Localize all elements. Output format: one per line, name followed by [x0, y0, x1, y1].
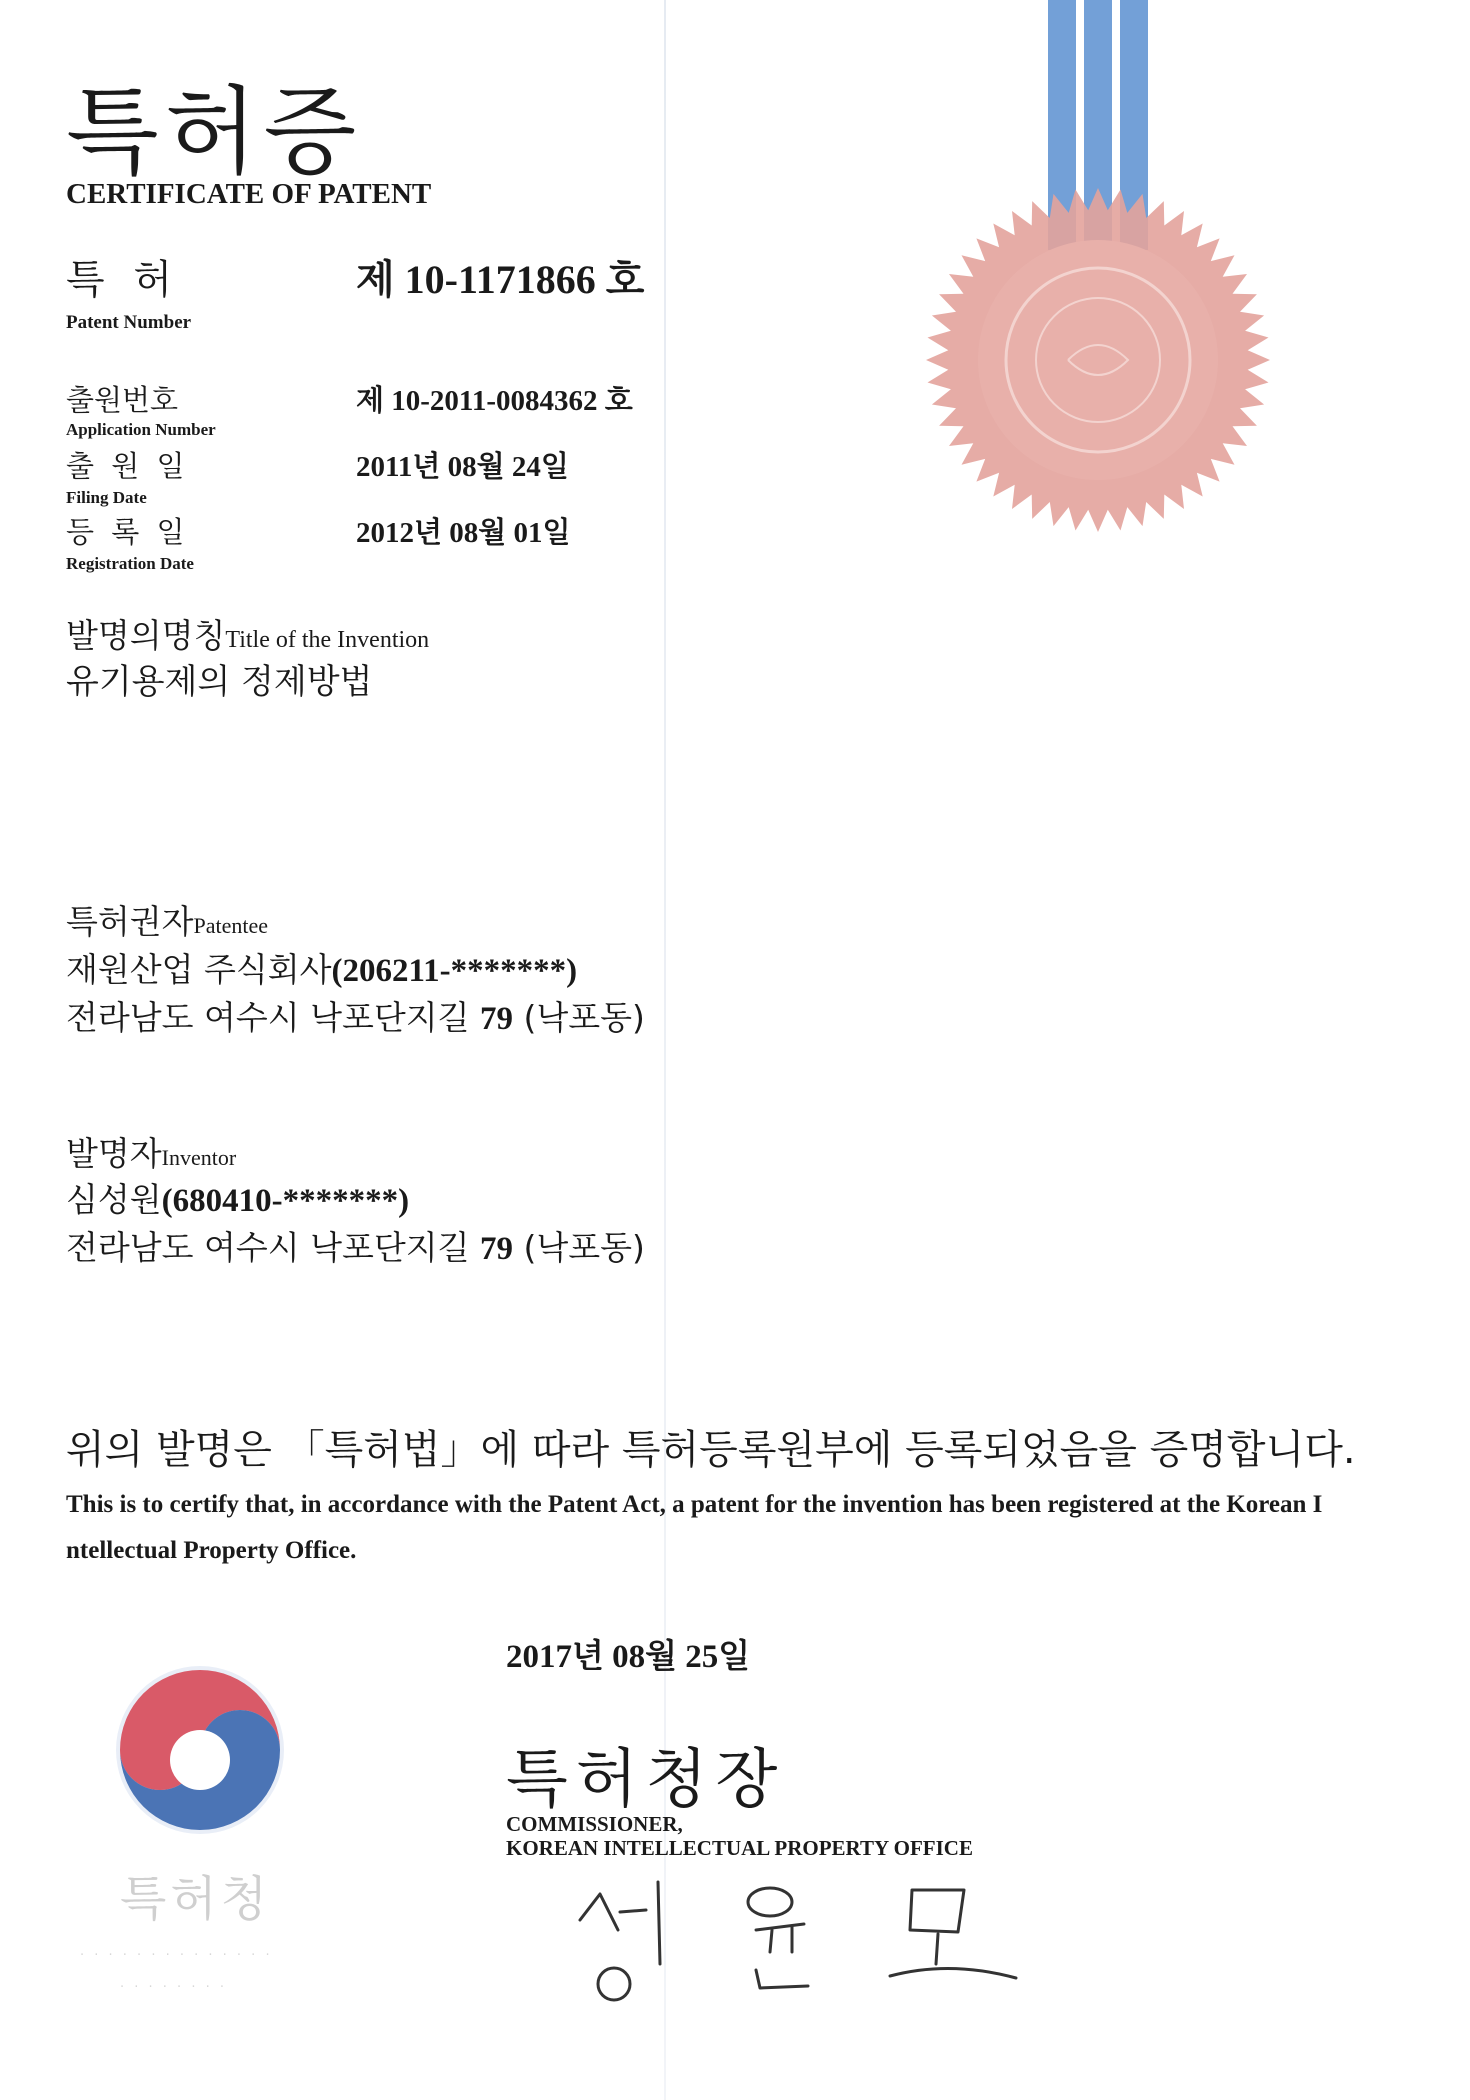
inventor-label-en: Inventor	[161, 1145, 237, 1170]
application-number-label-en: Application Number	[66, 420, 216, 439]
commissioner-title-en-line2: KOREAN INTELLECTUAL PROPERTY OFFICE	[506, 1836, 973, 1860]
certification-statement-en: This is to certify that, in accordance with the Patent Act, a patent for the invention has been registered at the Korean I ntellectual Property Office.	[66, 1491, 1323, 1564]
inventor-address-no: 79	[480, 1231, 514, 1267]
patentee-label-en: Patentee	[193, 913, 269, 938]
registration-date-label-en: Registration Date	[66, 554, 194, 573]
issue-date: 2017년 08월 25일	[506, 1639, 751, 1675]
registration-date-label: 등 록 일	[66, 515, 189, 549]
inventor-name: 심성원	[66, 1180, 162, 1219]
patentee-label-ko: 특허권자	[66, 902, 194, 941]
commissioner-signature	[560, 1860, 1040, 2020]
invention-title: 유기용제의 정제방법	[66, 662, 373, 702]
page-title: 특허증	[66, 76, 363, 188]
invention-label-en: Title of the Invention	[225, 627, 430, 653]
patentee-name-line	[66, 944, 577, 991]
inventor-label-ko: 발명자	[66, 1134, 162, 1173]
filing-date-label: 출 원 일	[66, 449, 189, 483]
commissioner-title-en-line1: COMMISSIONER,	[506, 1812, 683, 1836]
application-number-label: 출원번호	[66, 383, 179, 417]
application-number-value: 제 10-2011-0084362 호	[356, 385, 633, 417]
kipo-taegeuk-logo-icon	[110, 1660, 290, 1840]
patent-number-label: 특 허	[66, 257, 180, 303]
inventor-address-ko: 전라남도 여수시 낙포단지길	[66, 1228, 470, 1267]
inventor-address-dong: (낙포동)	[523, 1228, 645, 1267]
filing-date-label-en: Filing Date	[66, 488, 147, 507]
inventor-name-line	[66, 1174, 409, 1221]
inventor-id: (680410-*******)	[161, 1183, 410, 1219]
patentee-address-dong: (낙포동)	[523, 998, 645, 1037]
patentee-address	[66, 992, 645, 1039]
patentee-address-no: 79	[480, 1001, 514, 1037]
patentee-label	[66, 896, 268, 943]
filing-date-value: 2011년 08월 24일	[356, 451, 569, 483]
invention-label	[66, 610, 429, 657]
inventor-address	[66, 1222, 645, 1269]
patentee-name: 재원산업 주식회사	[66, 950, 332, 989]
inventor-label	[66, 1128, 236, 1175]
patent-number-label-en: Patent Number	[66, 312, 192, 333]
agency-subtitle-faded-1: · · · · · · · · · · · · · ·	[80, 1948, 273, 1963]
patentee-id: (206211-*******)	[331, 953, 578, 989]
invention-label-ko: 발명의명칭	[66, 616, 226, 655]
agency-subtitle-faded-2: · · · · · · · ·	[120, 1980, 227, 1995]
commissioner-title: 특허청장	[506, 1743, 786, 1817]
page-subtitle: CERTIFICATE OF PATENT	[66, 178, 432, 210]
patentee-address-ko: 전라남도 여수시 낙포단지길	[66, 998, 470, 1037]
registration-date-value: 2012년 08월 01일	[356, 517, 571, 549]
certification-statement-ko: 위의 발명은 「특허법」에 따라 특허등록원부에 등록되었음을 증명합니다.	[66, 1427, 1356, 1473]
agency-name: 특허청	[120, 1871, 272, 1927]
official-seal-icon	[918, 180, 1278, 540]
patent-number-value: 제 10-1171866 호	[356, 257, 645, 302]
